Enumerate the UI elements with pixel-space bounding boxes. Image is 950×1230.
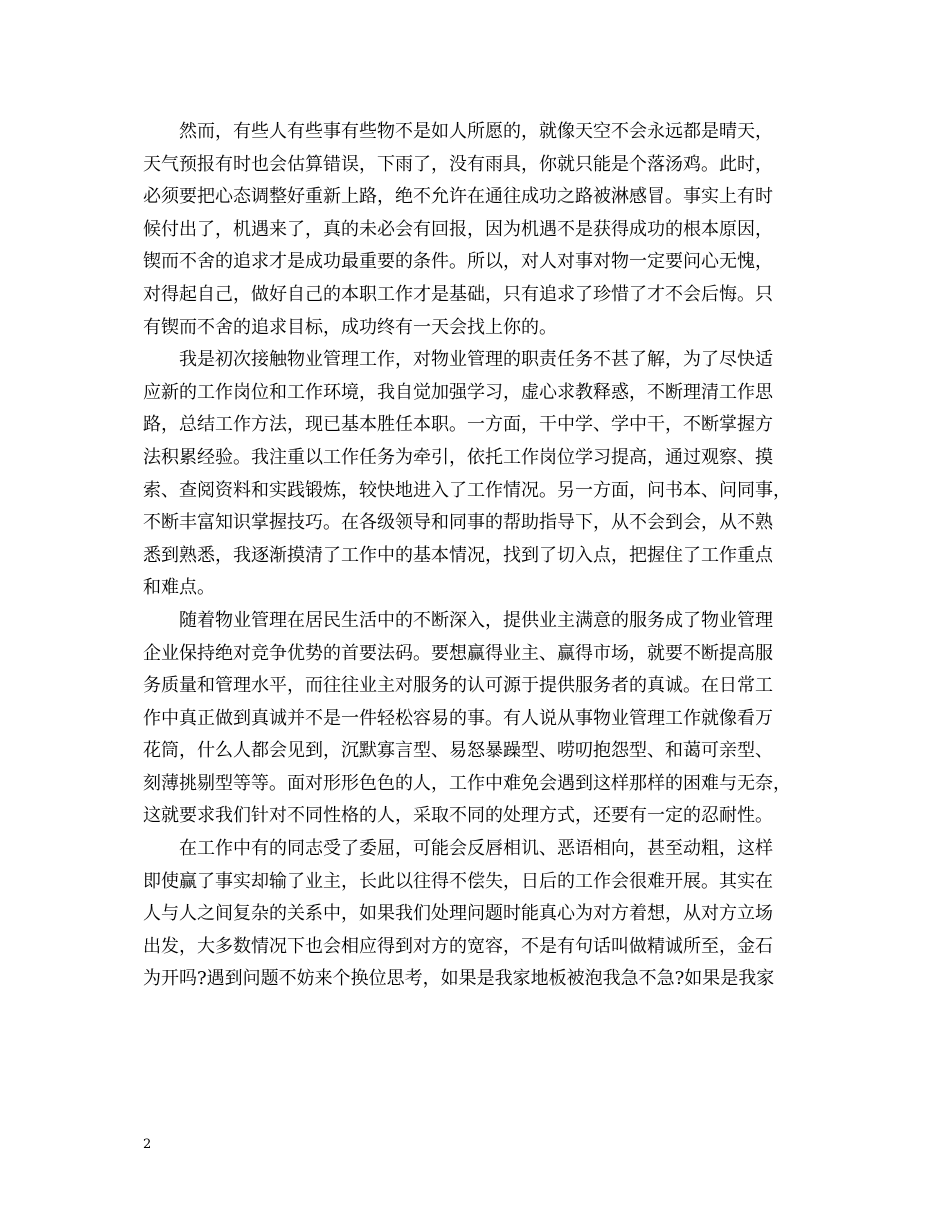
text-line: 我是初次接触物业管理工作，对物业管理的职责任务不甚了解，为了尽快适	[179, 349, 773, 371]
text-line: 这就要求我们针对不同性格的人，采取不同的处理方式，还要有一定的忍耐性。	[143, 805, 773, 827]
text-line: 花筒，什么人都会见到，沉默寡言型、易怒暴躁型、唠叨抱怨型、和蔼可亲型、	[143, 740, 773, 762]
text-line: 候付出了，机遇来了，真的未必会有回报，因为机遇不是获得成功的根本原因，	[143, 218, 773, 240]
text-line: 有锲而不舍的追求目标，成功终有一天会找上你的。	[143, 316, 557, 338]
text-line: 然而，有些人有些事有些物不是如人所愿的，就像天空不会永远都是晴天，	[179, 121, 773, 142]
text-line: 索、查阅资料和实践锻炼，较快地进入了工作情况。另一方面，问书本、问同事，	[143, 479, 791, 501]
text-line: 对得起自己，做好自己的本职工作才是基础，只有追求了珍惜了才不会后悔。只	[143, 283, 773, 305]
text-line: 务质量和管理水平，而往往业主对服务的认可源于提供服务者的真诚。在日常工	[143, 675, 773, 697]
text-line: 即使赢了事实却输了业主，长此以往得不偿失，日后的工作会很难开展。其实在	[143, 870, 773, 892]
paragraph-1	[143, 116, 828, 344]
text-line: 为开吗?遇到问题不妨来个换位思考，如果是我家地板被泡我急不急?如果是我家	[143, 968, 775, 990]
text-line: 应新的工作岗位和工作环境，我自觉加强学习，虚心求教释惑，不断理清工作思	[143, 381, 773, 403]
document-body	[143, 116, 828, 996]
text-line: 作中真正做到真诚并不是一件轻松容易的事。有人说从事物业管理工作就像看万	[143, 707, 773, 729]
text-line: 和难点。	[143, 577, 215, 599]
text-line: 不断丰富知识掌握技巧。在各级领导和同事的帮助指导下，从不会到会，从不熟	[143, 512, 773, 534]
text-line: 必须要把心态调整好重新上路，绝不允许在通往成功之路被淋感冒。事实上有时	[143, 186, 773, 208]
text-line: 出发，大多数情况下也会相应得到对方的宽容，不是有句话叫做精诚所至，金石	[143, 935, 773, 957]
text-line: 企业保持绝对竞争优势的首要法码。要想赢得业主、赢得市场，就要不断提高服	[143, 642, 773, 664]
paragraph-2	[143, 344, 828, 605]
page-number: 2	[143, 1137, 152, 1152]
text-line: 人与人之间复杂的关系中，如果我们处理问题时能真心为对方着想，从对方立场	[143, 903, 773, 925]
text-line: 悉到熟悉，我逐渐摸清了工作中的基本情况，找到了切入点，把握住了工作重点	[143, 544, 773, 566]
text-line: 随着物业管理在居民生活中的不断深入，提供业主满意的服务成了物业管理	[179, 609, 773, 631]
paragraph-4	[143, 833, 828, 996]
text-line: 锲而不舍的追求才是成功最重要的条件。所以，对人对事对物一定要问心无愧，	[143, 251, 773, 273]
text-line: 路，总结工作方法，现已基本胜任本职。一方面，干中学、学中干，不断掌握方	[143, 414, 773, 436]
text-line: 法积累经验。我注重以工作任务为牵引，依托工作岗位学习提高，通过观察、摸	[143, 446, 773, 468]
text-line: 天气预报有时也会估算错误，下雨了，没有雨具，你就只能是个落汤鸡。此时，	[143, 153, 773, 175]
text-line: 刻薄挑剔型等等。面对形形色色的人，工作中难免会遇到这样那样的困难与无奈，	[143, 772, 791, 794]
text-line: 在工作中有的同志受了委屈，可能会反唇相讥、恶语相向，甚至动粗，这样	[179, 838, 773, 860]
paragraph-3	[143, 605, 828, 833]
